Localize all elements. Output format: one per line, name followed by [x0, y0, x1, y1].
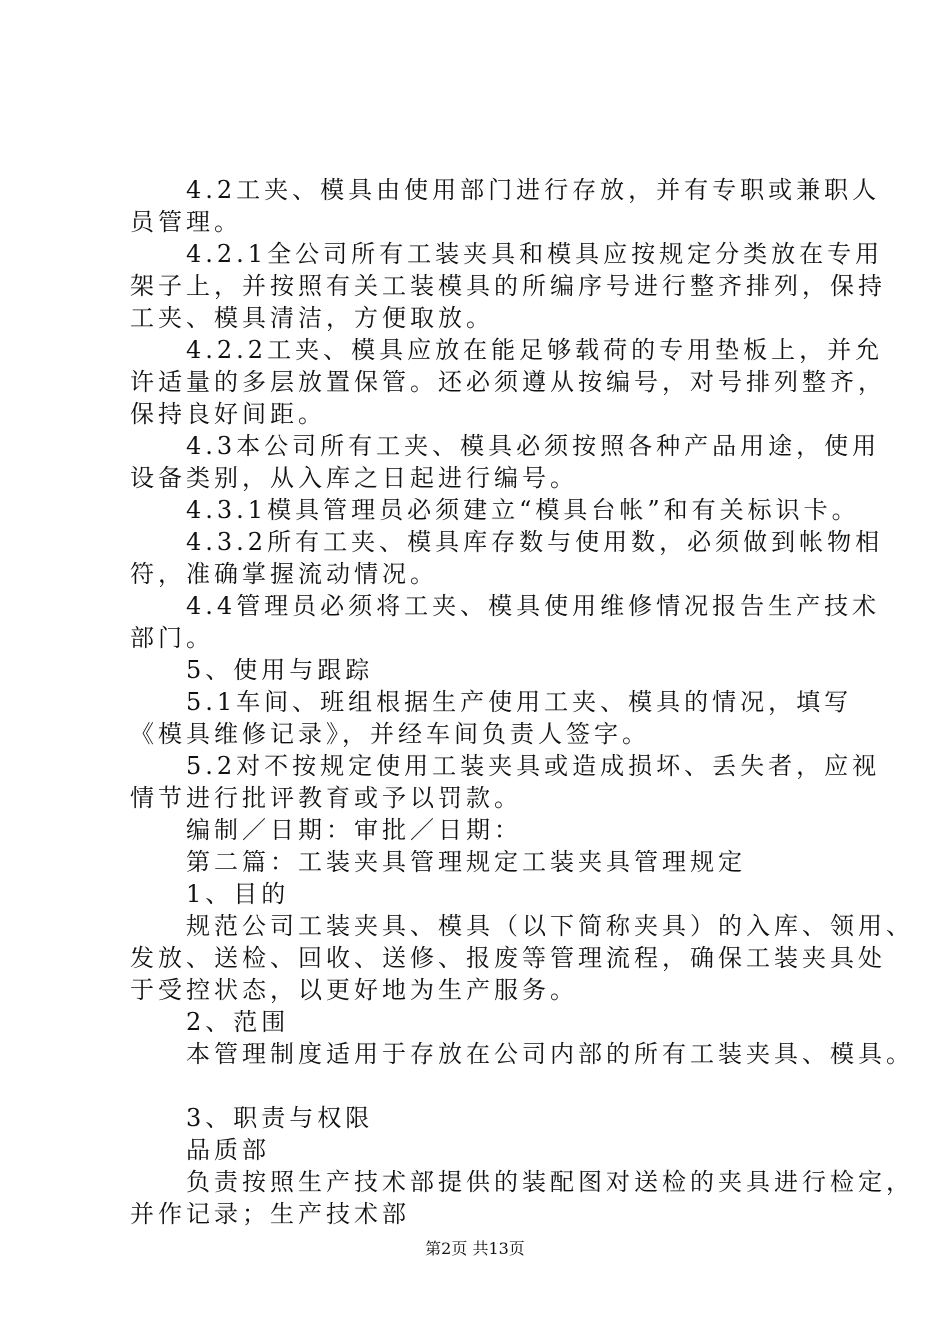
text-line: 部门。 — [130, 624, 214, 652]
text-line: 规范公司工装夹具、模具（以下简称夹具）的入库、领用、 — [130, 912, 914, 940]
text-line: 设备类别，从入库之日起进行编号。 — [130, 464, 578, 492]
chapter-title: 第二篇：工装夹具管理规定工装夹具管理规定 — [130, 848, 746, 876]
text-line: 并作记录；生产技术部 — [130, 1200, 410, 1228]
signature-line: 编制／日期：审批／日期： — [130, 816, 522, 844]
page-footer: 第2页 共13页 — [425, 1239, 525, 1258]
text-line: 符，准确掌握流动情况。 — [130, 560, 438, 588]
text-line: 架子上，并按照有关工装模具的所编序号进行整齐排列，保持 — [130, 272, 886, 300]
text-line: 4.3.1模具管理员必须建立“模具台帐”和有关标识卡。 — [130, 496, 860, 524]
text-line: 品质部 — [130, 1136, 270, 1164]
text-line: 4.2.2工夹、模具应放在能足够载荷的专用垫板上，并允 — [130, 336, 884, 364]
text-line: 于受控状态，以更好地为生产服务。 — [130, 976, 578, 1004]
section-heading: 2、范围 — [130, 1008, 290, 1036]
text-line: 4.4管理员必须将工夹、模具使用维修情况报告生产技术 — [130, 592, 881, 620]
text-line: 4.3.2所有工夹、模具库存数与使用数，必须做到帐物相 — [130, 528, 884, 556]
text-line: 4.3本公司所有工夹、模具必须按照各种产品用途，使用 — [130, 432, 881, 460]
text-line: 负责按照生产技术部提供的装配图对送检的夹具进行检定， — [130, 1168, 914, 1196]
text-line: 发放、送检、回收、送修、报废等管理流程，确保工装夹具处 — [130, 944, 886, 972]
text-line: 5.2对不按规定使用工装夹具或造成损坏、丢失者，应视 — [130, 752, 881, 780]
section-heading: 3、职责与权限 — [130, 1104, 374, 1132]
text-line: 《模具维修记录》，并经车间负责人签字。 — [130, 720, 650, 748]
section-heading: 5、使用与跟踪 — [130, 656, 374, 684]
text-line: 本管理制度适用于存放在公司内部的所有工装夹具、模具。 — [130, 1040, 914, 1068]
text-line: 4.2.1全公司所有工装夹具和模具应按规定分类放在专用 — [130, 240, 884, 268]
text-line: 许适量的多层放置保管。还必须遵从按编号，对号排列整齐， — [130, 368, 886, 396]
text-line: 4.2工夹、模具由使用部门进行存放，并有专职或兼职人 — [130, 176, 881, 204]
text-line: 保持良好间距。 — [130, 400, 326, 428]
text-line: 情节进行批评教育或予以罚款。 — [130, 784, 522, 812]
text-line: 员管理。 — [130, 208, 242, 236]
text-line: 5.1车间、班组根据生产使用工夹、模具的情况，填写 — [130, 688, 853, 716]
text-line: 工夹、模具清洁，方便取放。 — [130, 304, 494, 332]
section-heading: 1、目的 — [130, 880, 290, 908]
